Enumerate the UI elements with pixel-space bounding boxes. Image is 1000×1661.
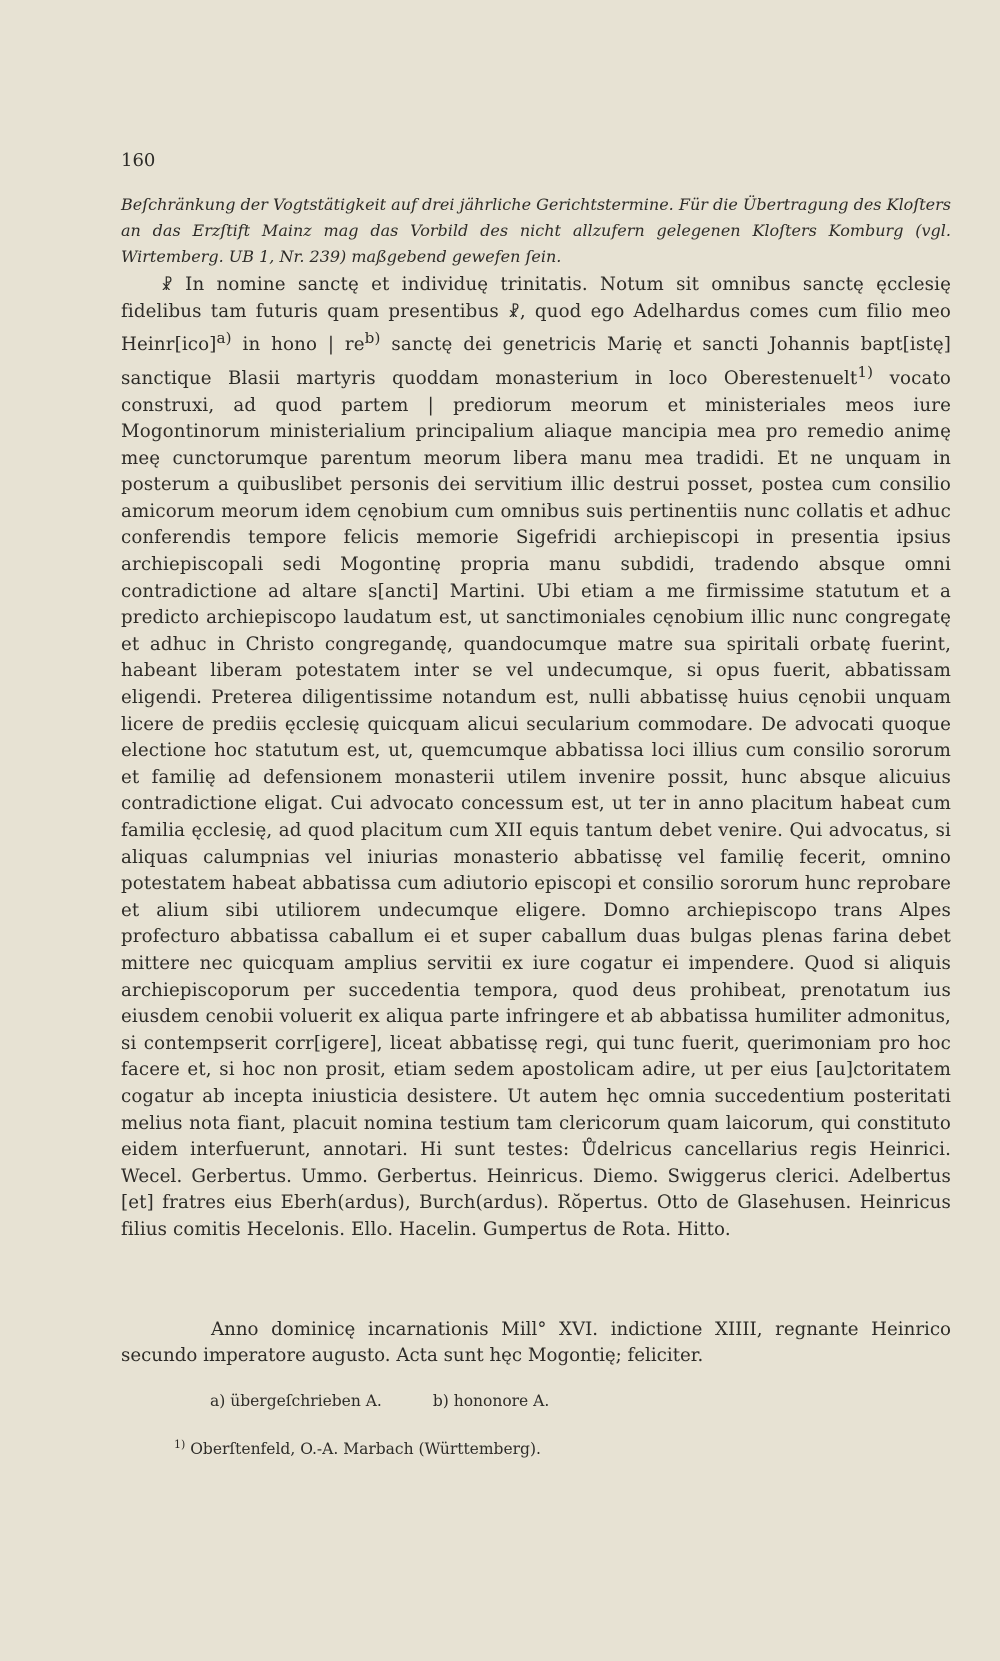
regest-caption: Beſchränkung der Vogtstätigkeit auf drei jährliche Gerichtstermine. Für die Übertragung des Kloſters an das Erzſtift Mainz mag das Vorbild des nicht allzufern gelegenen Kloſters Komburg (vgl. Wirtemberg. UB 1, Nr. 239) maßgebend gewefen ſein. (121, 195, 951, 266)
chrismon-symbol-inline: ☧ (507, 302, 520, 321)
charter-after-cross: , quod ego Adelhardus comes cum filio meo Heinr[ico] (121, 300, 952, 356)
charter-paragraph (121, 272, 951, 1244)
factual-footnote (174, 1438, 541, 1458)
footnote-ref-a: a) (216, 329, 232, 348)
footnote-1-text: Oberſtenfeld, O.-A. Marbach (Württemberg). (185, 1440, 541, 1459)
charter-intro: In nomine sanctę et individuę trinitatis. Notum sit omnibus sanctę ęcclesię fidelibus tam futuris quam presentibus (121, 274, 951, 322)
charter-text (121, 272, 951, 1244)
footnote-ref-b: b) (364, 329, 381, 348)
textual-footnotes (210, 1392, 595, 1410)
charter-after-note-b: sanctę dei genetricis Marię et sancti Johannis bapt[istę] sanctique Blasii martyris quoddam monasterium in loco Oberestenuelt (121, 334, 951, 389)
footnote-b: b) hononore A. (432, 1392, 550, 1410)
charter-main-text: vocato construxi, ad quod partem | prediorum meorum et ministeriales meos iure Mogontinorum ministerialium principalium aliaque mancipia mea pro remedio animę meę cunctorumque parentum meorum libera manu mea tradidi. Et ne unquam in posterum a quibuslibet personis dei servitium illic destrui posset, postea cum consilio amicorum meorum idem cęnobium cum omnibus suis pertinentiis nunc collatis et adhuc conferendis tempore felicis memorie Sigefridi archiepiscopi in presentia ipsius archiepiscopali sedi Mogontinę propria manu subdidi, tradendo absque omni contradictione ad altare s[ancti] Martini. Ubi etiam a me firmissime statutum et a predicto archiepiscopo laudatum est, ut sanctimoniales cęnobium illic nunc congregatę et adhuc in Christo congregandę, quandocumque matre sua spiritali orbatę fuerint, habeant liberam potestatem inter se vel undecumque, si opus fuerit, abbatissam eligendi. Preterea diligentissime notandum est, nulli abbatissę huius cęnobii unquam licere de prediis ęcclesię quicquam alicui secularium commodare. De advocati quoque electione hoc statutum est, ut, quemcumque abbatissa loci illius cum consilio sororum et familię ad defensionem monasterii utilem invenire possit, hunc absque alicuius contradictione eligat. Cui advocato concessum est, ut ter in anno placitum habeat cum familia ęcclesię, ad quod placitum cum XII equis tantum debet venire. Qui advocatus, si aliquas calumpnias vel iniurias monasterio abbatissę vel familię fecerit, omnino potestatem habeat abbatissa cum adiutorio episcopi et consilio sororum hunc reprobare et alium sibi utiliorem undecumque eligere. Domno archiepiscopo trans Alpes profecturo abbatissa caballum ei et super caballum duas bulgas plenas farina debet mittere nec quicquam amplius servitii ex iure cogatur ei impendere. Quod si aliquis archiepiscoporum per succedentia tempora, quod deus prohibeat, prenotatum ius eiusdem cenobii voluerit ex aliqua parte infringere et ab abbatissa humiliter admonitus, si contempserit corr[igere], liceat abbatissę regi, qui tunc fuerit, querimoniam pro hoc facere et, si hoc non prosit, etiam sedem apostolicam adire, ut per eius [au]ctoritatem cogatur ab incepta iniusticia desistere. Ut autem hęc omnia succedentium posteritati melius nota fiant, placuit nomina testium tam clericorum quam laicorum, qui constituto eidem interfuerunt, annotari. Hi sunt testes: Ůdelricus cancellarius regis Heinrici. Wecel. Gerbertus. Ummo. Gerbertus. Heinricus. Diemo. Swiggerus clerici. Adelbertus [et] fratres eius Eberh(ardus), Burch(ardus). Rŏpertus. Otto de Glasehusen. Heinricus filius comitis Hecelonis. Ello. Hacelin. Gumpertus de Rota. Hitto. (121, 367, 952, 1240)
page-number: 160 (121, 150, 156, 171)
footnote-ref-1: 1) (857, 362, 874, 381)
dating-clause (121, 1317, 951, 1369)
charter-after-note-a: in hono | re (231, 334, 365, 356)
chrismon-symbol: ☧ (161, 276, 173, 294)
dating-paragraph: Anno dominicę incarnationis Mill° XVI. indictione XIIII, regnante Heinrico secundo imperatore augusto. Acta sunt hęc Mogontię; feliciter. (121, 1319, 951, 1366)
footnote-marker: 1) (174, 1438, 186, 1451)
footnote-a: a) übergeſchrieben A. (210, 1392, 382, 1410)
